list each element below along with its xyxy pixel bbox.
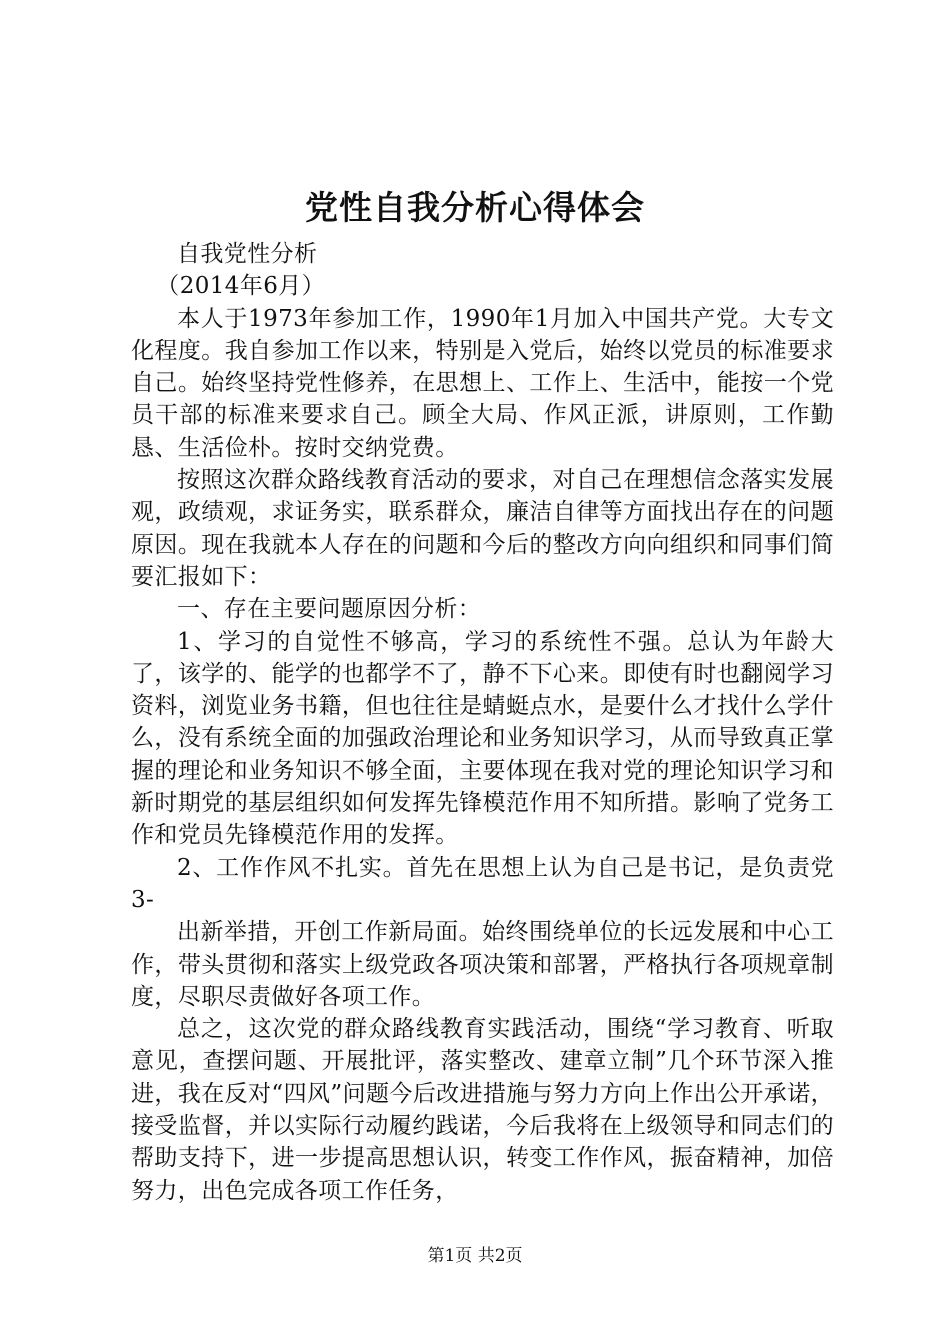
document-body (131, 238, 834, 1207)
paragraph-measures: 出新举措，开创工作新局面。始终围绕单位的长远发展和中心工作，带头贯彻和落实上级党政各项决策和部署，严格执行各项规章制度，尽职尽责做好各项工作。 (131, 919, 834, 1010)
subheading-problems: 一、存在主要问题原因分析： (177, 596, 482, 623)
paragraph-problem-2: 2、工作作风不扎实。首先在思想上认为自己是书记，是负责党3- (131, 854, 834, 913)
paragraph-requirements: 按照这次群众路线教育活动的要求，对自己在理想信念落实发展观，政绩观，求证务实，联系群众，廉洁自律等方面找出存在的问题原因。现在我就本人存在的问题和今后的整改方向向组织和同事们简要汇报如下： (131, 467, 834, 590)
document-date: （2014年6月） (156, 273, 326, 300)
section-heading: 自我党性分析 (177, 241, 318, 267)
paragraph-problem-1: 1、学习的自觉性不够高，学习的系统性不强。总认为年龄大了，该学的、能学的也都学不了，静不下心来。即使有时也翻阅学习资料，浏览业务书籍，但也往往是蜻蜓点水，是要什么才找什么学什么，没有系统全面的加强政治理论和业务知识学习，从而导致真正掌握的理论和业务知识不够全面，主要体现在我对党的理论知识学习和新时期党的基层组织如何发挥先锋模范作用不知所措。影响了党务工作和党员先锋模范作用的发挥。 (131, 628, 834, 849)
paragraph-conclusion: 总之，这次党的群众路线教育实践活动，围绕“学习教育、听取意见，查摆问题、开展批评，落实整改、建章立制”几个环节深入推进，我在反对“四风”问题今后改进措施与努力方向上作出公开承诺，接受监督，并以实际行动履约践诺，今后我将在上级领导和同志们的帮助支持下，进一步提高思想认识，转变工作作风，振奋精神，加倍努力，出色完成各项工作任务， (131, 1016, 834, 1204)
page-number-footer: 第1页 共2页 (427, 1246, 523, 1266)
paragraph-intro: 本人于1973年参加工作，1990年1月加入中国共产党。大专文化程度。我自参加工作以来，特别是入党后，始终以党员的标准要求自己。始终坚持党性修养，在思想上、工作上、生活中，能按一个党员干部的标准来要求自己。顾全大局、作风正派，讲原则，工作勤恳、生活俭朴。按时交纳党费。 (131, 305, 834, 461)
document-title: 党性自我分析心得体会 (305, 188, 645, 227)
